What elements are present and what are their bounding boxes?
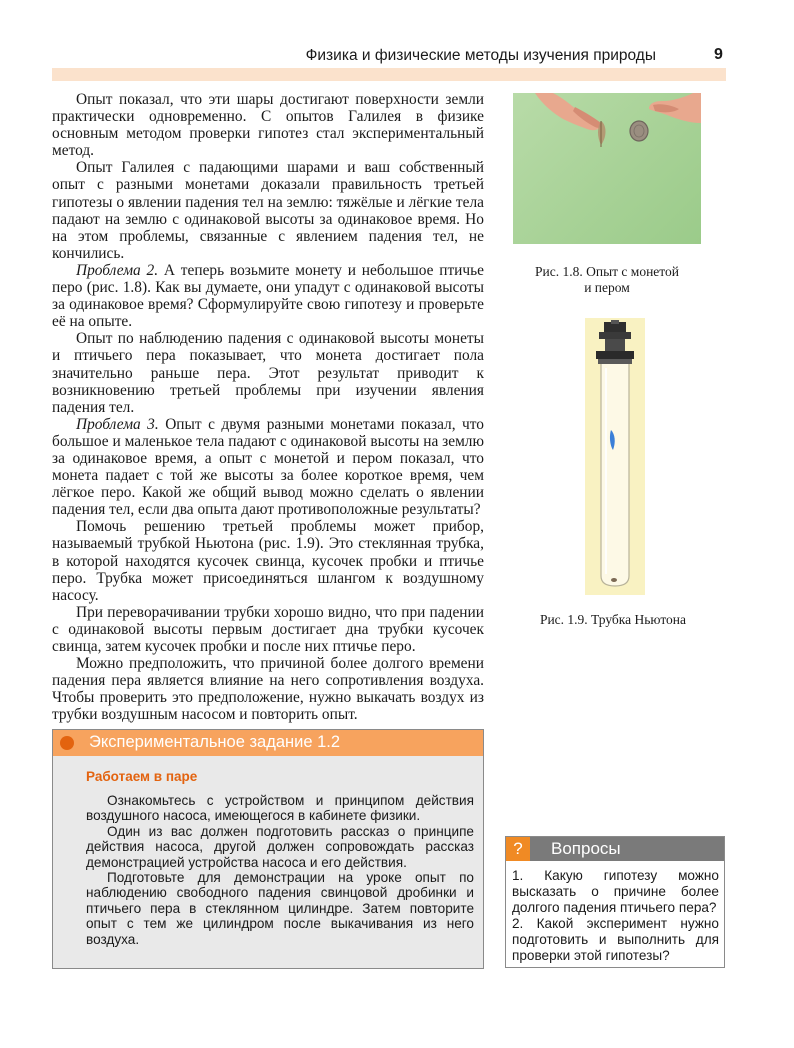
experiment-task-subtitle: Работаем в паре <box>86 769 198 784</box>
figure-1-8-caption-line-1: Рис. 1.8. Опыт с монетой <box>535 264 679 279</box>
running-title: Физика и физические методы изучения природы <box>305 47 656 64</box>
experiment-paragraph-1: Ознакомьтесь с устройством и принципом действия воздушного насоса, имеющегося в кабинете физики. <box>86 793 474 824</box>
figure-1-8-caption-line-2: и пером <box>584 280 630 295</box>
page-header <box>0 43 794 65</box>
question-mark-icon: ? <box>506 837 530 861</box>
questions-title: Вопросы <box>551 839 621 858</box>
paragraph-3 <box>52 262 484 330</box>
problem-3-label: Проблема 3. <box>76 415 159 433</box>
paragraph-5 <box>52 416 484 519</box>
experiment-task-box <box>52 729 484 969</box>
paragraph-7: При переворачивании трубки хорошо видно, что при падении с одинаковой высоты первым достигает дна трубки кусочек свинца, затем кусочек пробки и после них птичье перо. <box>52 603 484 655</box>
questions-header <box>506 837 724 861</box>
experiment-paragraph-2: Один из вас должен подготовить рассказ о принципе действия насоса, другой должен сопровождать рассказ демонстрацией устройства насоса и его действия. <box>86 823 474 870</box>
paragraph-6: Помочь решению третьей проблемы может прибор, называемый трубкой Ньютона (рис. 1.9). Это стеклянная трубка, в которой находятся кусочек свинца, кусочек пробки и птичье перо. Трубка может присоединяться шлангом к воздушному насосу. <box>52 518 484 604</box>
paragraph-3-text: А теперь возьмите монету и небольшое птичье перо (рис. 1.8). Как вы думаете, они упадут с одинаковой высоты за одинаковое время? Сформулируйте свою гипотезу и проверьте её на опыте. <box>52 261 484 331</box>
question-2: 2. Какой эксперимент нужно подготовить и выполнить для проверки этой гипотезы? <box>512 916 719 963</box>
page-number: 9 <box>714 46 723 63</box>
main-text <box>52 91 484 723</box>
paragraph-4: Опыт по наблюдению падения с одинаковой высоты монеты и птичьего пера показывает, что монета достигает пола значительно раньше пера. Этот результат приводит к возникновению третьей проблемы при изучении явления падения тел. <box>52 330 484 416</box>
bullet-circle-icon <box>60 736 74 750</box>
coin-feather-illustration <box>513 93 701 244</box>
problem-2-label: Проблема 2. <box>76 261 159 279</box>
figure-1-9-caption: Рис. 1.9. Трубка Ньютона <box>539 612 687 627</box>
experiment-task-text <box>86 793 474 947</box>
paragraph-2: Опыт Галилея с падающими шарами и ваш собственный опыт с разными монетами доказали правильность третьей гипотезы о явлении падения тел на землю: тяжёлые и лёгкие тела падают на землю с одинаковой высоты за одинаковое время. Но на этом проблемы, связанные с явлением падения тел, не кончились. <box>52 159 484 262</box>
question-1: 1. Какую гипотезу можно высказать о причине более долгого падения птичьего пера? <box>512 868 719 915</box>
paragraph-8: Можно предположить, что причиной более долгого времени падения пера является влияние на него сопротивления воздуха. Чтобы проверить это предположение, нужно выкачать воздух из трубки воздушным насосом и повторить опыт. <box>52 655 484 724</box>
questions-text <box>512 868 719 964</box>
paragraph-5-text: Опыт с двумя разными монетами показал, что большое и маленькое тела падают с одинаковой высоты на землю за одинаковое время, а опыт с монетой и пером показал, что монета падает с той же высоты за более короткое время, чем лёгкое перо. Какой же общий вывод можно сделать о явлении падения тел, если два опыта дают противоположные результаты? <box>52 415 484 519</box>
header-band <box>52 68 726 81</box>
newton-tube-photo <box>585 318 645 595</box>
figure-1-8-caption <box>513 264 701 296</box>
newton-tube-illustration <box>585 318 645 595</box>
questions-box <box>505 836 725 968</box>
experiment-task-header <box>53 730 483 756</box>
experiment-task-title: Экспериментальное задание 1.2 <box>89 733 341 751</box>
coin-feather-photo <box>513 93 701 244</box>
experiment-paragraph-3: Подготовьте для демонстрации на уроке опыт по наблюдению свободного падения свинцовой дробинки и птичьего пера в стеклянном цилиндре. Затем повторите опыт с тем же цилиндром после выкачивания из него воздуха. <box>86 870 474 947</box>
paragraph-1: Опыт показал, что эти шары достигают поверхности земли практически одновременно. С опытов Галилея в физике основным методом проверки гипотез стал экспериментальный метод. <box>52 91 484 160</box>
